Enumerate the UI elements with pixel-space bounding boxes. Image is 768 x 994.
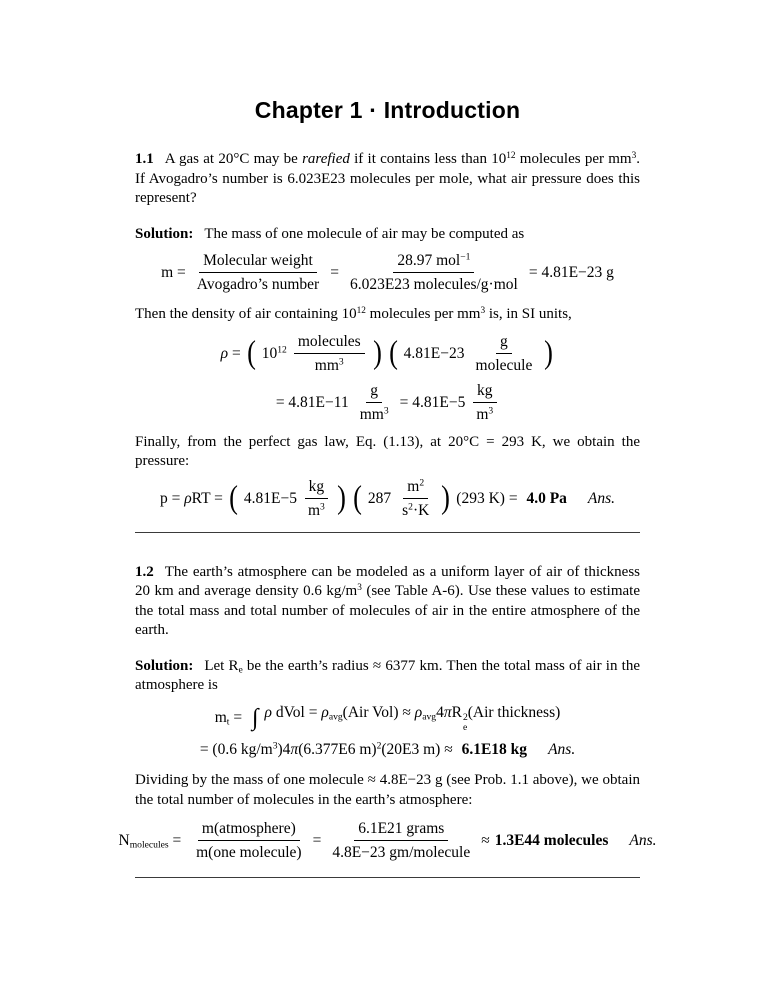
math-term: 4 [436,703,444,721]
subscript: e [238,664,243,675]
math-term: )4 [277,741,291,759]
equals-sign: = [228,344,241,362]
fraction-denominator: 4.8E−23 gm/molecule [332,844,471,862]
text-dividing-by-molecule-mass: Dividing by the mass of one molecule ≈ 4.8E−23 g (see Prob. 1.1 above), we obtain the total number of molecules in the earth’s atmosphere: [135,772,640,808]
exponent: 3 [488,405,494,417]
math-term: = 4.81E−5 [399,393,466,411]
subscript: avg [422,710,437,722]
answer-label: Ans. [548,741,576,759]
text-run: . If Avogadro’s number is 6.023E23 molecules per mole, what air pressure does this represent? [135,151,640,206]
problem-1-2-statement [135,563,640,641]
fraction [304,477,329,520]
fraction-numerator: kg [473,381,497,403]
answer-value: 1.3E44 molecules [494,832,609,850]
fraction [192,819,305,862]
coefficient: 287 [367,489,392,507]
math-term: (293 K) = [456,489,522,507]
fraction-numerator: molecules [294,332,365,354]
solution-1-1-intro [135,225,640,245]
math-expression [200,740,457,759]
rho-symbol: ρ [184,489,192,507]
coefficient: 4.81E−23 [403,344,465,362]
math-lhs [119,831,186,850]
subscript: avg [328,710,343,722]
fraction-denominator [356,403,393,424]
problem-1-1-number: 1.1 [135,151,154,167]
subscript: e [462,721,468,733]
math-term: p = [159,489,185,507]
equation-number-of-molecules [118,819,657,862]
math-lhs [160,489,223,508]
fraction-denominator [398,499,433,520]
text-run: molecules per mm [515,151,632,167]
math-term: mm [359,405,384,423]
solution-1-2-intro [135,657,640,696]
exponent: 2 [376,740,382,752]
exponent: 2 [419,477,425,489]
text-run: if it contains less than 10 [349,151,507,167]
coefficient: 4.81E−5 [243,489,297,507]
solution-label: Solution: [135,657,194,674]
section-divider [135,532,640,533]
rho-symbol: ρ [220,344,229,362]
pi-symbol: π [443,703,452,721]
fraction-numerator: 6.1E21 grams [354,819,448,841]
exponent: 3 [272,740,278,752]
math-lhs: m = [161,264,186,281]
fraction-denominator: molecule [475,356,533,374]
math-term: m [407,477,420,495]
math-term: 28.97 mol [397,252,461,269]
text-run: is, in SI units, [485,306,572,322]
math-term: (6.377E6 m) [298,741,377,759]
math-term: (Air Vol) ≈ [342,703,415,721]
solution-label: Solution: [135,225,194,242]
fraction-numerator: kg [305,477,329,499]
exponent: −1 [460,251,471,263]
coefficient: 10 [261,344,278,362]
equation-density [135,332,640,424]
rho-symbol: ρ [414,703,423,721]
text-run: The mass of one molecule of air may be computed as [204,225,525,242]
fraction [328,819,474,862]
text-perfect-gas-law: Finally, from the perfect gas law, Eq. (1.13), at 20°C = 293 K, we obtain the pressure: [135,433,640,469]
page-title: Chapter 1 · Introduction [254,97,521,123]
fraction-denominator: 6.023E23 molecules/g·mol [349,276,518,293]
text-run: be the earth’s radius ≈ 6377 km. Then the total mass of air in the atmosphere is [135,657,640,693]
equation-total-mass [135,703,640,760]
rho-symbol: ρ [264,703,272,721]
exponent: 3 [631,150,637,161]
math-term: m [214,709,227,727]
math-term: N [118,832,130,850]
rho-symbol: ρ [321,703,329,721]
exponent: 3 [480,305,486,316]
math-term: R [451,703,462,721]
answer-value: 6.1E18 kg [461,741,528,759]
fraction-numerator: g [496,332,512,354]
equation-total-mass-line-2 [200,740,575,759]
text-run: (see Table A-6). Use these values to estimate the total mass and total number of molecules of air in the entire atmosphere of the earth. [135,583,640,638]
exponent: 12 [277,344,287,356]
subscript: t [226,716,230,728]
fraction [472,381,497,424]
fraction [398,477,433,520]
text-run: Let R [204,657,239,674]
section-divider [135,877,640,878]
fraction-numerator [403,477,428,499]
equals-sign: = [229,709,246,727]
fraction-numerator: g [366,381,382,403]
math-term: (Air thickness) [467,703,561,721]
fraction-numerator [393,251,474,273]
math-term: (20E3 m) ≈ [381,741,457,759]
math-term: mm [314,356,339,374]
math-lhs [215,708,246,727]
math-term: RT = [191,489,223,507]
equation-density-line-1: ρ = ( $10^{12}$ $\frac{\text{molecules}}{mm^3}$ ) ( 4.81E−23 $\frac{g}{\text{molecule}}$ ) [220,332,554,374]
fraction-denominator [311,354,348,375]
fraction [193,251,323,294]
math-expression [265,703,561,734]
math-term: m [476,405,489,423]
exponent: 3 [357,582,362,593]
text-density-intro [135,305,640,325]
fraction-numerator: m(atmosphere) [198,819,300,841]
math-term: dVol = [271,703,322,721]
equation-density-line-2 [276,381,499,424]
math-result: = 4.81E−23 g [528,264,614,281]
exponent: 12 [506,150,516,161]
fraction-denominator: Avogadro’s number [196,276,320,293]
problem-1-2-number: 1.2 [135,563,154,580]
exponent: 2 [408,501,413,513]
approx-sign: ≈ [481,832,490,850]
math-term: = (0.6 kg/m [199,741,273,759]
fraction [472,332,537,375]
equation-pressure: p = ρRT = ( 4.81E−5 $\frac{kg}{m^3}$ ) ( 287 $\frac{m^2}{s^2\cdot K}$ ) (293 K) = 4.0 Pa Ans. [159,477,616,519]
math-lhs [221,344,241,363]
text-run: The earth’s atmosphere can be modeled as a uniform layer of air of thickness 20 km and average density 0.6 kg/m [135,563,640,599]
math-term: ·K [412,501,430,519]
fraction [294,332,365,375]
problem-1-1-statement [135,150,640,209]
exponent: 3 [338,356,344,368]
exponent: 12 [356,305,366,316]
math-term [262,344,287,363]
math-term: m [307,501,321,519]
equals-sign: = [330,264,339,281]
fraction-denominator [304,499,329,520]
fraction-denominator [472,403,497,424]
equals-sign: = [312,832,322,850]
subscript: molecules [129,839,169,851]
answer-label: Ans. [587,489,616,507]
answer-label: Ans. [629,832,657,850]
math-term: s [402,501,409,519]
fraction-denominator: m(one molecule) [196,844,302,862]
exponent: 3 [383,405,389,417]
exponent: 2 [462,711,468,723]
text-run: A gas at 20°C may be [164,151,303,167]
text-run: molecules per mm [365,306,481,322]
equals-sign: = [168,832,186,850]
fraction-numerator: Molecular weight [199,251,317,273]
equation-total-mass-line-1: $m_t$ = ∫ ρ dVol = $\rho_{avg}(Air$ $Vol) \approx \rho_{avg}4\pi R$ 2 e (Air thickness) [214,703,561,733]
fraction [356,381,393,424]
equation-mass-of-molecule [135,251,640,294]
text-run: Then the density of air containing 10 [135,306,357,322]
text-run-italic: rarefied [302,151,350,167]
pi-symbol: π [290,741,299,759]
exponent: 3 [320,501,325,513]
fraction [346,251,522,294]
answer-value: 4.0 Pa [526,489,567,507]
math-term: = 4.81E−11 [275,393,349,411]
